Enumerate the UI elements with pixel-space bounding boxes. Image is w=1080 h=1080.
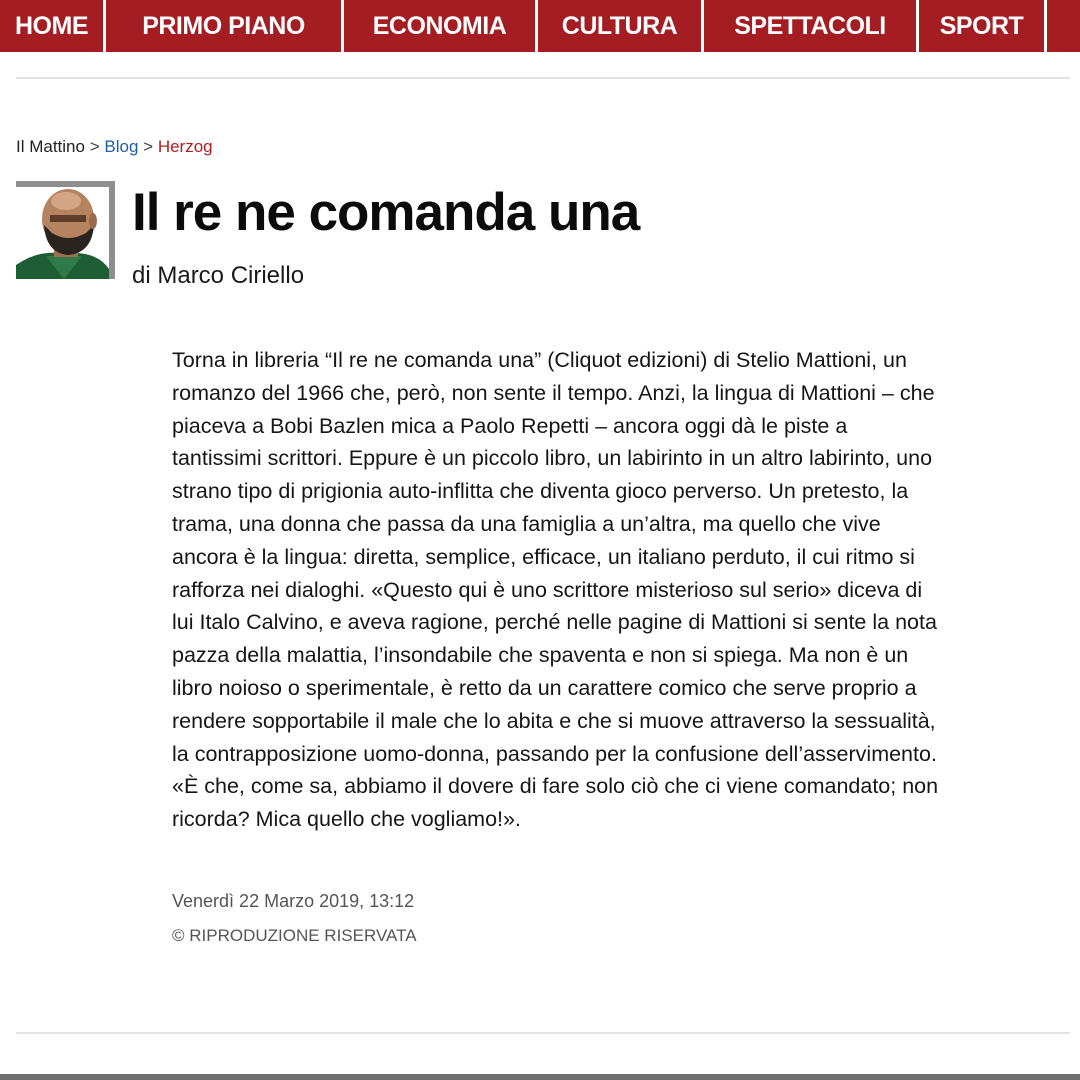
article-line: ancora è la lingua: diretta, semplice, efficace, un italiano perduto, il cui ritmo si [172, 544, 915, 569]
nav-item-cultura[interactable]: CULTURA [538, 0, 704, 52]
article-line: strano tipo di prigionia auto-inflitta che diventa gioco perverso. Un pretesto, la [172, 479, 909, 504]
header-divider [16, 77, 1070, 79]
article-line: lui Italo Calvino, e aveva ragione, perché nelle pagine di Mattioni si sente la nota [172, 610, 937, 635]
article-line: libro noioso o sperimentale, è retto da un carattere comico che serve proprio a [172, 675, 917, 700]
article-line: «È che, come sa, abbiamo il dovere di fare solo ciò che ci viene comandato; non [172, 774, 939, 799]
nav-item-spettacoli[interactable]: SPETTACOLI [704, 0, 919, 52]
breadcrumb [16, 137, 213, 157]
article-line: piaceva a Bobi Bazlen mica a Paolo Repetti – ancora oggi dà le piste a [172, 413, 848, 438]
article-line: Torna in libreria “Il re ne comanda una” (Cliquot edizioni) di Stelio Mattioni, un [172, 348, 907, 372]
nav-item-sport[interactable]: SPORT [919, 0, 1047, 52]
copyright-notice: © RIPRODUZIONE RISERVATA [172, 926, 417, 945]
nav-item-home[interactable]: HOME [0, 0, 106, 52]
breadcrumb-separator: > [143, 137, 154, 156]
article-line: rafforza nei dialoghi. «Questo qui è uno scrittore misterioso sul serio» diceva di [172, 577, 923, 602]
nav-item-more[interactable] [1047, 0, 1080, 52]
article-line: ricorda? Mica quello che vogliamo!». [172, 807, 521, 832]
article-line: romanzo del 1966 che, però, non sente il tempo. Anzi, la lingua di Mattioni – che [172, 380, 935, 405]
nav-item-primo-piano[interactable]: PRIMO PIANO [106, 0, 344, 52]
author-avatar[interactable] [16, 181, 115, 279]
article-line: rendere sopportabile il male che lo abita e che si muove attraverso la sessualità, [172, 708, 936, 733]
breadcrumb-blog-link[interactable]: Blog [104, 137, 139, 156]
nav-item-economia[interactable]: ECONOMIA [344, 0, 538, 52]
publish-date: Venerdì 22 Marzo 2019, 13:12 [172, 891, 415, 911]
breadcrumb-herzog-link[interactable]: Herzog [157, 137, 213, 156]
top-navigation-bar [0, 0, 1080, 52]
author-photo-icon [16, 181, 115, 279]
article-line: la contrapposizione uomo-donna, passando per la confusione dell’asservimento. [172, 741, 937, 766]
breadcrumb-home[interactable]: Il Mattino [16, 137, 85, 156]
article-line: trama, una donna che passa da una famiglia a un’altra, ma quello che vive [172, 511, 881, 536]
breadcrumb-separator: > [89, 137, 100, 156]
page-title: Il re ne comanda una [132, 183, 640, 242]
footer-divider [16, 1032, 1070, 1034]
article-line: tantissimi scrittori. Eppure è un piccolo libro, un labirinto in un altro labirinto, uno [172, 446, 933, 471]
article-line: pazza della malattia, l’insondabile che spaventa e non si spiega. Ma non è un [172, 643, 909, 668]
author-byline[interactable]: di Marco Ciriello [132, 262, 305, 289]
article-body [172, 344, 1062, 836]
footer-bar [0, 1074, 1080, 1080]
